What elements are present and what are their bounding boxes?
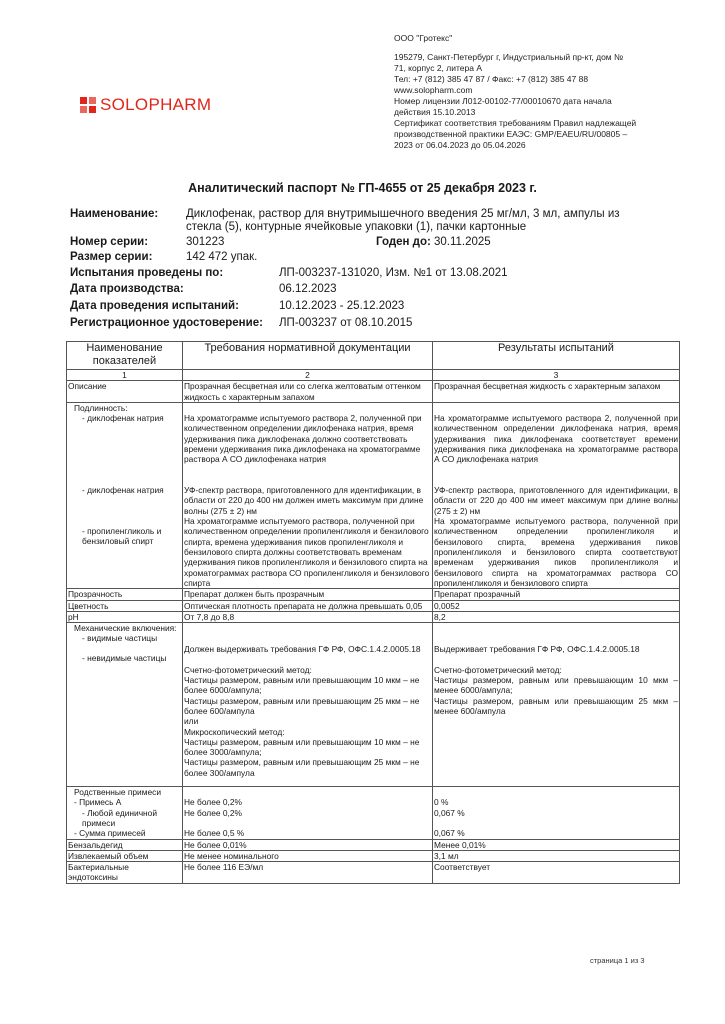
company-cert-3: 2023 от 06.04.2023 до 05.04.2026 — [394, 140, 526, 150]
ph-res: 8,2 — [433, 611, 680, 622]
color-req: Оптическая плотность препарата не должна превышать 0,05 — [183, 600, 433, 611]
transparency-req: Препарат должен быть прозрачным — [183, 589, 433, 600]
volume-name: Извлекаемый объем — [67, 850, 183, 861]
table-number-row — [67, 370, 680, 381]
mech-inv-req-6: Частицы размером, равным или превышающим 25 мкм – не более 300/ампула — [184, 757, 420, 778]
related-any-name: - Любой единичной примеси — [82, 807, 158, 828]
identity-names — [67, 402, 183, 588]
table-row-ph — [67, 611, 680, 622]
related-names — [67, 787, 183, 839]
table-row-description — [67, 381, 680, 403]
related-sum-req: Не более 0,5 % — [184, 828, 245, 839]
related-any-res: 0,067 % — [434, 807, 465, 818]
mech-visible-res: Выдерживает требования ГФ РФ, ОФС.1.4.2.0005.18 — [434, 643, 640, 654]
transparency-res: Препарат прозрачный — [433, 589, 680, 600]
series-label: Номер серии: — [70, 236, 149, 248]
table-row-transparency — [67, 589, 680, 600]
name-label: Наименование: — [70, 208, 159, 220]
identity-reqs — [183, 402, 433, 588]
table-row-mechanical — [67, 623, 680, 787]
col-number-1: 1 — [67, 370, 183, 381]
company-license-2: действия 15.10.2013 — [394, 107, 476, 117]
identity-sub1-name: - диклофенак натрия — [82, 413, 164, 424]
mech-inv-req-5: Частицы размером, равным или превышающим 10 мкм – не более 3000/ампула; — [184, 736, 420, 758]
description-name: Описание — [67, 381, 183, 403]
expiry-value: 30.11.2025 — [434, 236, 491, 248]
table-row-volume — [67, 850, 680, 861]
benzaldehyde-req: Не более 0,01% — [183, 839, 433, 850]
identity-sub2-req: УФ-спектр раствора, приготовленного для идентификации, в области от 220 до 400 нм должен иметь максимум при длине волны (275 ± 2) нм — [184, 485, 424, 516]
related-results — [433, 787, 680, 839]
mech-visible-req: Должен выдерживать требования ГФ РФ, ОФС.1.4.2.0005.18 — [184, 643, 421, 654]
identity-sub1-req: На хроматограмме испытуемого раствора 2, полученной при количественном определении диклофенака натрия, время удерживания пика диклофенака должно соответствовать времени удерживания пика диклофенака на хроматограмме раствора А СО диклофенака натрия — [184, 413, 422, 465]
benzaldehyde-name: Бензальдегид — [67, 839, 183, 850]
related-a-name: - Примесь А — [74, 797, 122, 808]
endotoxins-name: Бактериальные эндотоксины — [67, 862, 183, 884]
table-row-identity — [67, 402, 680, 588]
identity-sub3-name: - пропиленгликоль и бензиловый спирт — [82, 525, 162, 547]
company-name: ООО "Гротекс" — [394, 33, 453, 43]
col-number-2: 2 — [183, 370, 433, 381]
size-value: 142 472 упак. — [186, 251, 258, 263]
identity-sub3-req: На хроматограмме испытуемого раствора, полученной при количественном определении пропиленгликоля и бензилового спирта, времена удерживания пиков пропиленгликоля и бензилового спирта должны соответствовать временам удерживания пиков пропиленгликоля и бензилового спирта на хроматограммах раствора СО пропиленгликоля и бензилового спирта — [184, 516, 430, 588]
document-title: Аналитический паспорт № ГП-4655 от 25 декабря 2023 г. — [188, 181, 537, 195]
related-a-res: 0 % — [434, 797, 449, 808]
company-cert-1: Сертификат соответствия требованиям Правил надлежащей — [394, 118, 637, 128]
series-value: 301223 — [186, 236, 225, 248]
mech-visible-name: - видимые частицы — [82, 633, 158, 644]
related-sum-name: - Сумма примесей — [74, 828, 146, 839]
company-address-1: 195279, Санкт-Петербург г, Индустриальный пр-кт, дом № — [394, 52, 624, 62]
company-license-1: Номер лицензии Л012-00102-77/00010670 дата начала — [394, 96, 612, 106]
description-req: Прозрачная бесцветная или со слегка желтоватым оттенком жидкость с характерным запахом — [183, 381, 433, 403]
company-logo — [80, 95, 211, 115]
table-row-benzaldehyde — [67, 839, 680, 850]
ph-name: pH — [67, 611, 183, 622]
mech-inv-req-3: Частицы размером, равным или превышающим 25 мкм – не более 600/ампула — [184, 695, 420, 716]
mech-names — [67, 623, 183, 787]
registration-label: Регистрационное удостоверение: — [70, 317, 263, 329]
mech-reqs — [183, 623, 433, 787]
identity-results — [433, 402, 680, 588]
page-number: страница 1 из 3 — [590, 956, 645, 965]
endotoxins-req: Не более 116 ЕЭ/мл — [183, 862, 433, 884]
related-sum-res: 0,067 % — [434, 828, 465, 839]
mech-inv-res-2: Частицы размером, равным или превышающим 10 мкм – менее 6000/ампула; — [434, 675, 678, 696]
mech-invisible-name: - невидимые частицы — [82, 653, 167, 664]
endotoxins-res: Соответствует — [433, 862, 680, 884]
volume-req: Не менее номинального — [183, 850, 433, 861]
header-results: Результаты испытаний — [433, 342, 680, 370]
identity-sub2-name: - диклофенак натрия — [82, 485, 164, 496]
related-a-req: Не более 0,2% — [184, 797, 242, 808]
size-label: Размер серии: — [70, 251, 153, 263]
color-name: Цветность — [67, 600, 183, 611]
header-indicator: Наименование показателей — [67, 342, 183, 370]
table-row-related-impurities — [67, 787, 680, 839]
benzaldehyde-res: Менее 0,01% — [433, 839, 680, 850]
tests-label: Испытания проведены по: — [70, 267, 224, 279]
solopharm-logo-icon — [80, 97, 96, 113]
analysis-table — [66, 341, 680, 884]
name-value-1: Диклофенак, раствор для внутримышечного введения 25 мг/мл, 3 мл, ампулы из — [186, 208, 620, 220]
mech-inv-res-3: Частицы размером, равным или превышающим 25 мкм – менее 600/ампула — [434, 695, 678, 716]
production-date-label: Дата производства: — [70, 283, 184, 295]
mech-results — [433, 623, 680, 787]
mech-inv-req-1: Счетно-фотометрический метод: — [184, 664, 312, 675]
description-res: Прозрачная бесцветная жидкость с характерным запахом — [433, 381, 680, 403]
transparency-name: Прозрачность — [67, 589, 183, 600]
mech-inv-req-4: Микроскопический метод: — [184, 726, 285, 737]
identity-sub3-res: На хроматограмме испытуемого раствора, полученной при количественном определении пропиленгликоля и бензилового спирта, времена удерживания пиков пропиленгликоля и бензилового спирта соответствуют временам удерживания пиков пропиленгликоля и бензилового спирта на хроматограммах раствора СО пропиленгликоля и бензилового спирта — [434, 516, 678, 588]
related-reqs — [183, 787, 433, 839]
identity-sub1-res: На хроматограмме испытуемого раствора 2, полученной при количественном определении диклофенака натрия, время удерживания пика диклофенака соответствует времени удерживания пика диклофенака на хроматограмме раствора А СО диклофенака натрия — [434, 413, 678, 465]
company-info — [394, 33, 694, 151]
company-phone: Тел: +7 (812) 385 47 87 / Факс: +7 (812) 385 47 88 — [394, 74, 589, 84]
col-number-3: 3 — [433, 370, 680, 381]
tests-value: ЛП-003237-131020, Изм. №1 от 13.08.2021 — [279, 267, 508, 279]
identity-title: Подлинность: — [74, 402, 128, 413]
test-dates-value: 10.12.2023 - 25.12.2023 — [279, 300, 405, 312]
ph-req: От 7,8 до 8,8 — [183, 611, 433, 622]
production-date-value: 06.12.2023 — [279, 283, 337, 295]
name-value-2: стекла (5), контурные ячейковые упаковки (1), пачки картонные — [186, 221, 527, 233]
table-row-color — [67, 600, 680, 611]
header-requirements: Требования нормативной документации — [183, 342, 433, 370]
identity-sub2-res: УФ-спектр раствора, приготовленного для идентификации, в области от 220 до 400 нм имеет максимум при длине волны (275 ± 2) нм — [434, 485, 678, 516]
test-dates-label: Дата проведения испытаний: — [70, 300, 239, 312]
table-header-row — [67, 342, 680, 370]
mech-inv-res-1: Счетно-фотометрический метод: — [434, 664, 562, 675]
related-title: Родственные примеси — [74, 787, 162, 798]
mech-inv-req-or: или — [184, 716, 199, 727]
mech-title: Механические включения: — [74, 623, 177, 634]
registration-value: ЛП-003237 от 08.10.2015 — [279, 317, 413, 329]
mech-inv-req-2: Частицы размером, равным или превышающим 10 мкм – не более 6000/ампула; — [184, 675, 420, 696]
volume-res: 3,1 мл — [433, 850, 680, 861]
logo-text: SOLOPHARM — [100, 95, 212, 114]
color-res: 0,0052 — [433, 600, 680, 611]
related-any-req: Не более 0,2% — [184, 807, 242, 818]
company-cert-2: производственной практики ЕАЭС: GMP/EAEU/RU/00805 – — [394, 129, 628, 139]
company-address-2: 71, корпус 2, литера А — [394, 63, 482, 73]
company-website: www.solopharm.com — [394, 85, 473, 95]
table-row-endotoxins — [67, 862, 680, 884]
expiry-label: Годен до: — [376, 236, 431, 248]
